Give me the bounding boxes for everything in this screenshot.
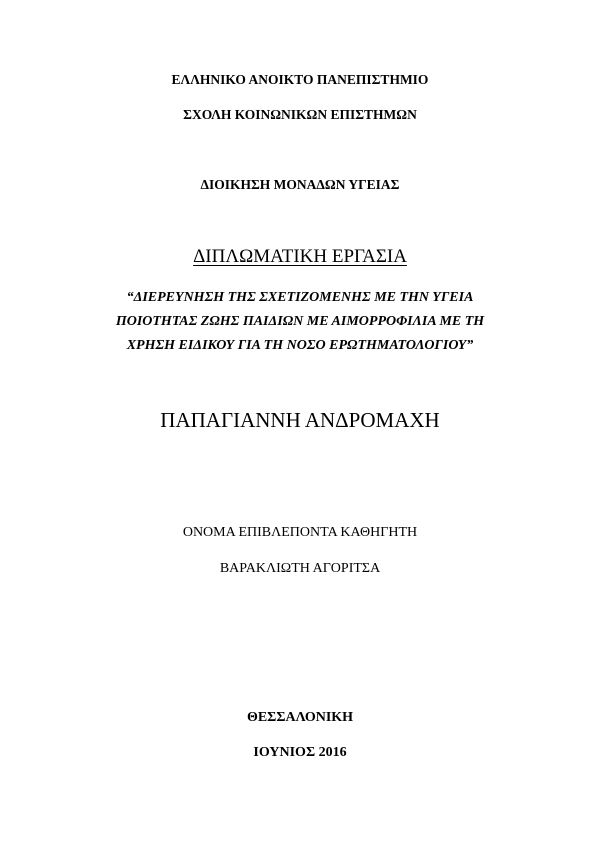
supervisor-label: ΟΝΟΜΑ ΕΠΙΒΛΕΠΟΝΤΑ ΚΑΘΗΓΗΤΗ <box>182 525 418 540</box>
document-type-heading: ΔΙΠΛΩΜΑΤΙΚΗ ΕΡΓΑΣΙΑ <box>193 246 407 267</box>
university-name: ΕΛΛΗΝΙΚΟ ΑΝΟΙΚΤΟ ΠΑΝΕΠΙΣΤΗΜΙΟ <box>171 72 429 87</box>
supervisor-name: ΒΑΡΑΚΛΙΩΤΗ ΑΓΟΡΙΤΣΑ <box>219 561 381 576</box>
thesis-title-line-1: “ΔΙΕΡΕΥΝΗΣΗ ΤΗΣ ΣΧΕΤΙΖΟΜΕΝΗΣ ΜΕ ΤΗΝ ΥΓΕΙΑ <box>126 290 474 305</box>
date: ΙΟΥΝΙΟΣ 2016 <box>253 745 347 760</box>
thesis-title-line-3: ΧΡΗΣΗ ΕΙΔΙΚΟΥ ΓΙΑ ΤΗ ΝΟΣΟ ΕΡΩΤΗΜΑΤΟΛΟΓΙΟΥ” <box>126 338 474 353</box>
school-name: ΣΧΟΛΗ ΚΟΙΝΩΝΙΚΩΝ ΕΠΙΣΤΗΜΩΝ <box>183 107 417 122</box>
author-name: ΠΑΠΑΓΙΑΝΝΗ ΑΝΔΡΟΜΑΧΗ <box>160 408 440 432</box>
thesis-title-line-2: ΠΟΙΟΤΗΤΑΣ ΖΩΗΣ ΠΑΙΔΙΩΝ ΜΕ ΑΙΜΟΡΡΟΦΙΛΙΑ ΜΕ ΤΗ <box>115 314 485 329</box>
program-name: ΔΙΟΙΚΗΣΗ ΜΟΝΑΔΩΝ ΥΓΕΙΑΣ <box>200 177 400 192</box>
city: ΘΕΣΣΑΛΟΝΙΚΗ <box>246 710 354 725</box>
